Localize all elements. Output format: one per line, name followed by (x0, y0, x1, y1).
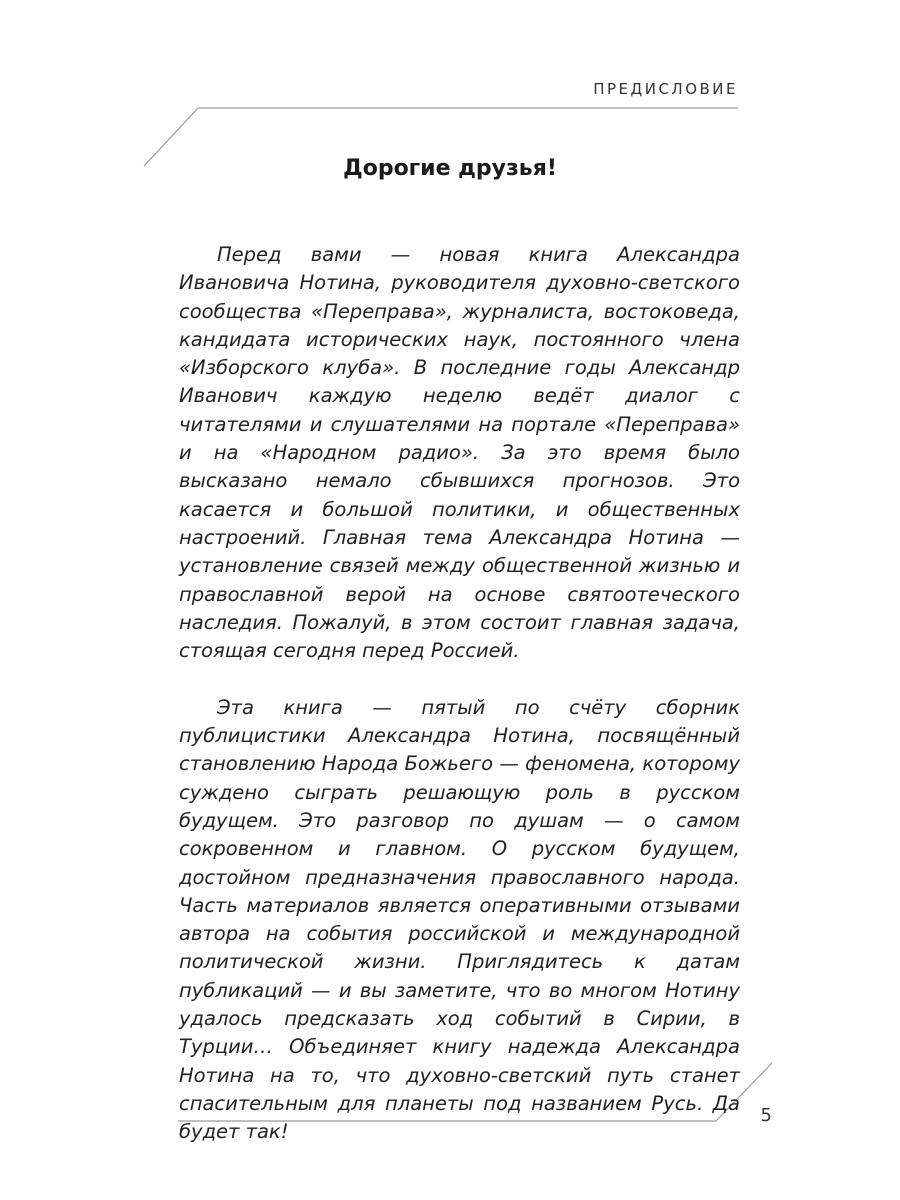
running-header: ПРЕДИСЛОВИЕ (593, 80, 738, 98)
page-number: 5 (760, 1105, 772, 1126)
paragraph: Эта книга — пятый по счёту сборник публицистики Александра Нотина, посвящённый становлению Народа Божьего — феномена, которому суждено сыграть решающую роль в русском будущем. Это разговор по душам — о самом сокровенном и главном. О русском будущем, достойном предназначения православного народа. Часть материалов является оперативными отзывами автора на события российской и международной политической жизни. Приглядитесь к датам публикаций — и вы заметите, что во многом Нотину удалось предсказать ход событий в Сирии, в Турции… Объединяет книгу надежда Александра Нотина на то, что духовно-светский путь станет спасительным для планеты под названием Русь. Да будет так! (179, 695, 740, 1144)
paragraph: Перед вами — новая книга Александра Ивановича Нотина, руководителя духовно-светского сообщества «Переправа», журналиста, востоковеда, кандидата исторических наук, постоянного члена «Изборского клуба». В последние годы Александр Иванович каждую неделю ведёт диалог с читателями и слушателями на портале «Переправа» и на «Народном радио». За это время было высказано немало сбывшихся прогнозов. Это касается и большой политики, и общественных настроений. Главная тема Александра Нотина — установление связей между общественной жизнью и православной верой на основе святоотеческого наследия. Пожалуй, в этом состоит главная задача, стоящая сегодня перед Россией. (179, 243, 740, 663)
body-text (179, 241, 740, 1175)
page-title: Дорогие друзья! (343, 156, 557, 181)
